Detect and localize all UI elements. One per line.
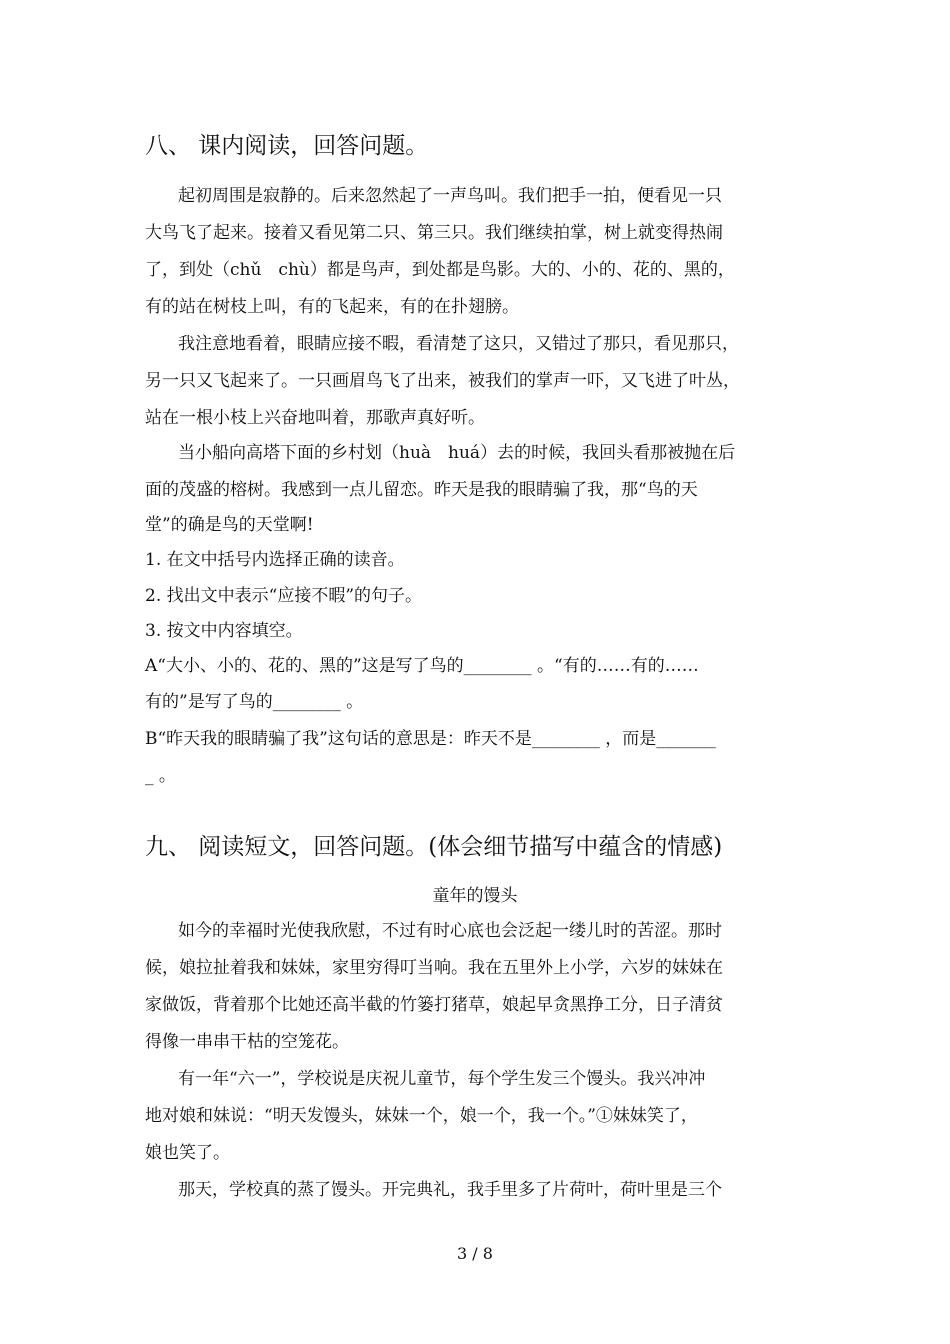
s8-p2-line-3: 站在一根小枝上兴奋地叫着，那歌声真好听。 <box>145 408 485 428</box>
page-number: 3 / 8 <box>457 1244 493 1263</box>
s8-p1-line-4: 有的站在树枝上叫，有的飞起来，有的在扑翅膀。 <box>145 297 519 317</box>
s8-p2-line-2: 另一只又飞起来了。一只画眉鸟飞了出来，被我们的掌声一吓，又飞进了叶丛， <box>145 371 740 391</box>
question-3: 3. 按文中内容填空。 <box>145 621 303 641</box>
section-9-heading: 九、 阅读短文，回答问题。(体会细节描写中蕴含的情感) <box>145 834 723 860</box>
s9-p2-line-2: 地对娘和妹说：“明天发馒头，妹妹一个，娘一个，我一个。”①妹妹笑了， <box>145 1106 698 1126</box>
s9-p2-line-1: 有一年“六一”，学校说是庆祝儿童节，每个学生发三个馒头。我兴冲冲 <box>178 1069 706 1089</box>
question-2: 2. 找出文中表示“应接不暇”的句子。 <box>145 586 423 606</box>
s8-p3-line-3: 堂”的确是鸟的天堂啊! <box>145 515 314 535</box>
s8-p1-line-1: 起初周围是寂静的。后来忽然起了一声鸟叫。我们把手一拍，便看见一只 <box>178 186 722 206</box>
question-b-line-1: B“昨天我的眼睛骗了我”这句话的意思是：昨天不是________ ，而是_______ <box>145 729 716 749</box>
s9-p1-line-3: 家做饭，背着那个比她还高半截的竹篓打猪草，娘起早贪黑挣工分，日子清贫 <box>145 995 723 1015</box>
story-title: 童年的馒头 <box>432 886 518 906</box>
s8-p3-line-2: 面的茂盛的榕树。我感到一点儿留恋。昨天是我的眼睛骗了我，那“鸟的天 <box>145 480 698 500</box>
s9-p1-line-1: 如今的幸福时光使我欣慰，不过有时心底也会泛起一缕儿时的苦涩。那时 <box>178 921 722 941</box>
question-1: 1. 在文中括号内选择正确的读音。 <box>145 550 405 570</box>
question-b-line-2: _ 。 <box>145 766 176 786</box>
s8-p1-line-3: 了，到处（chǔ chù）都是鸟声，到处都是鸟影。大的、小的、花的、黑的， <box>145 260 735 280</box>
s9-p1-line-4: 得像一串串干枯的空笼花。 <box>145 1032 349 1052</box>
s8-p2-line-1: 我注意地看着，眼睛应接不暇，看清楚了这只，又错过了那只，看见那只， <box>178 334 739 354</box>
s9-p1-line-2: 候，娘拉扯着我和妹妹，家里穷得叮当响。我在五里外上小学，六岁的妹妹在 <box>145 958 723 978</box>
question-a-line-2: 有的”是写了鸟的________ 。 <box>145 692 364 712</box>
s9-p3-line-1: 那天，学校真的蒸了馒头。开完典礼，我手里多了片荷叶，荷叶里是三个 <box>178 1180 722 1200</box>
s8-p3-line-1: 当小船向高塔下面的乡村划（huà huá）去的时候，我回头看那被抛在后 <box>178 443 736 463</box>
s9-p2-line-3: 娘也笑了。 <box>145 1143 230 1163</box>
section-8-heading: 八、 课内阅读，回答问题。 <box>145 133 429 159</box>
question-a-line-1: A“大小、小的、花的、黑的”这是写了鸟的________ 。“有的……有的…… <box>145 656 699 676</box>
s8-p1-line-2: 大鸟飞了起来。接着又看见第二只、第三只。我们继续拍掌，树上就变得热闹 <box>145 223 723 243</box>
